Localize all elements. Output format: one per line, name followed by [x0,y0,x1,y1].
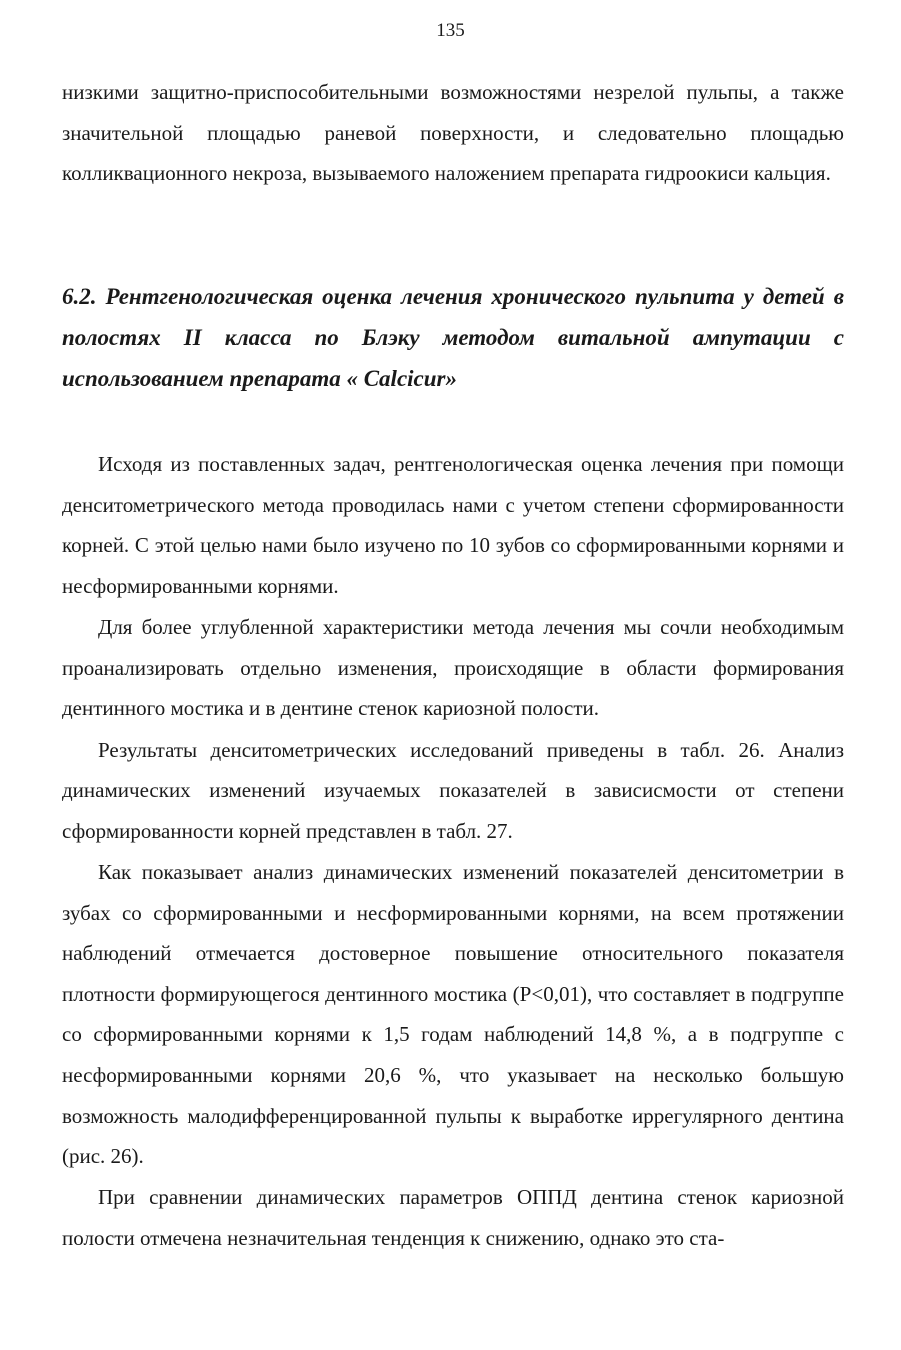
paragraph: Результаты денситометрических исследований приведены в табл. 26. Анализ динамических изменений изучаемых показателей в зависисмости от степени сформированности корней представлен в табл. 27. [62,737,844,843]
paragraph: Как показывает анализ динамических изменений показателей денситометрии в зубах со сформированными и несформированными корнями, на всем протяжении наблюдений отмечается достоверное повышение относительного показателя плотности формирующегося дентинного мостика (Р<0,01), что составляет в подгруппе со сформированными корнями к 1,5 годам наблюдений 14,8 %, а в подгруппе с несформированными корнями 20,6 %, что указывает на несколько большую возможность малодифференцированной пульпы к выработке иррегулярного дентина (рис. 26). [62,860,844,1169]
paragraph: Исходя из поставленных задач, рентгенологическая оценка лечения при помощи денситометрического метода проводилась нами с учетом степени сформированности корней. С этой целью нами было изучено по 10 зубов со сформированными корнями и несформированными корнями. [62,452,844,598]
paragraph: При сравнении динамических параметров ОППД дентина стенок кариозной полости отмечена незначительная тенденция к снижению, однако это ста- [62,1185,844,1251]
continued-paragraph-block [62,72,844,194]
section-body [62,444,844,1259]
section-heading: 6.2. Рентгенологическая оценка лечения хронического пульпита у детей в полостях II класса по Блэку методом витальной ампутации с использованием препарата « Calcicur» [62,284,844,391]
paragraph: низкими защитно-приспособительными возможностями незрелой пульпы, а также значительной площадью раневой поверхности, и следовательно площадью колликвационного некроза, вызываемого наложением препарата гидроокиси кальция. [62,80,844,186]
paragraph: Для более углубленной характеристики метода лечения мы сочли необходимым проанализировать отдельно изменения, происходящие в области формирования дентинного мостика и в дентине стенок кариозной полости. [62,615,844,721]
page-number: 135 [436,20,465,41]
